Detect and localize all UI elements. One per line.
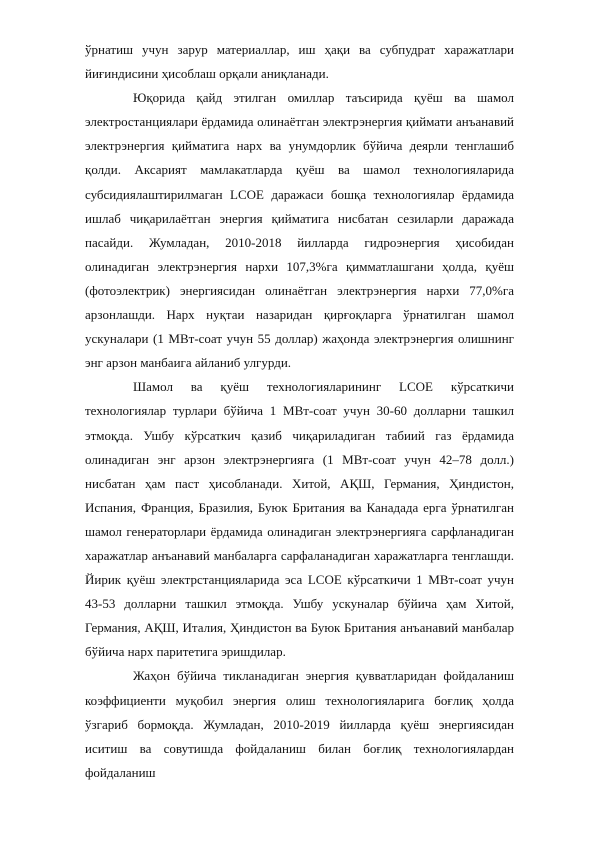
- paragraph-capacity-factor: Жаҳон бўйича тикланадиган энергия қувватларидан фойдаланиш коэффициенти муқобил энергия олиш технологияларига боғлиқ ҳолда ўзгариб бормоқда. Жумладан, 2010-2019 йилларда қуёш энергиясидан иситиш ва совутишда фойдаланиш билан боғлиқ технологиялардан фойдаланиш: [85, 668, 514, 780]
- paragraph-solar-wind-cost: Юқорида қайд этилган омиллар таъсирида қуёш ва шамол электростанциялари ёрдамида олинаётган электрэнергия қиймати анъанавий электрэнергия қийматига нарх ва унумдорлик бўйича деярли тенглашиб қолди. Аксарият мамлакатларда қуёш ва шамол технологияларида субсидиялаштирилмаган LCOE даражаси бошқа технологиялар ёрдамида ишлаб чиқарилаётган энергия қийматига нисбатан сезиларли даражада пасайди. Жумладан, 2010-2018 йилларда гидроэнергия ҳисобидан олинадиган электрэнергия нархи 107,3%га қимматлашгани ҳолда, қуёш (фотоэлектрик) энергиясидан олинаётган электрэнергия нархи 77,0%га арзонлашди. Нарх нуқтаи назаридан қирғоқларга ўрнатилган шамол ускуналари (1 МВт-соат учун 55 доллар) жаҳонда электрэнергия олишнинг энг арзон манбаига айланиб улгурди.: [85, 90, 514, 371]
- document-page: [85, 38, 514, 785]
- paragraph-continuation: ўрнатиш учун зарур материаллар, иш ҳақи ва субпудрат харажатлари йиғиндисини ҳисоблаш орқали аниқланади.: [85, 42, 514, 82]
- paragraph-lcoe-indicator: Шамол ва қуёш технологияларининг LCOE кўрсаткичи технологиялар турлари бўйича 1 МВт-соат учун 30-60 долларни ташкил этмоқда. Ушбу кўрсаткич қазиб чиқариладиган табиий газ ёрдамида олинадиган энг арзон электрэнергияга (1 МВт-соат учун 42–78 долл.) нисбатан ҳам паст ҳисобланади. Хитой, АҚШ, Германия, Ҳиндистон, Испания, Франция, Бразилия, Буюк Британия ва Канадада ерга ўрнатилган шамол генераторлари ёрдамида олинадиган электрэнергияга сарфланадиган харажатлар анъанавий манбаларга сарфаланадиган харажатларга тенглашди. Йирик қуёш электрстанцияларида эса LCOE кўрсаткичи 1 МВт-соат учун 43-53 долларни ташкил этмоқда. Ушбу ускуналар бўйича ҳам Хитой, Германия, АҚШ, Италия, Ҳиндистон ва Буюк Британия анъанавий манбалар бўйича нарх паритетига эришдилар.: [85, 379, 514, 660]
